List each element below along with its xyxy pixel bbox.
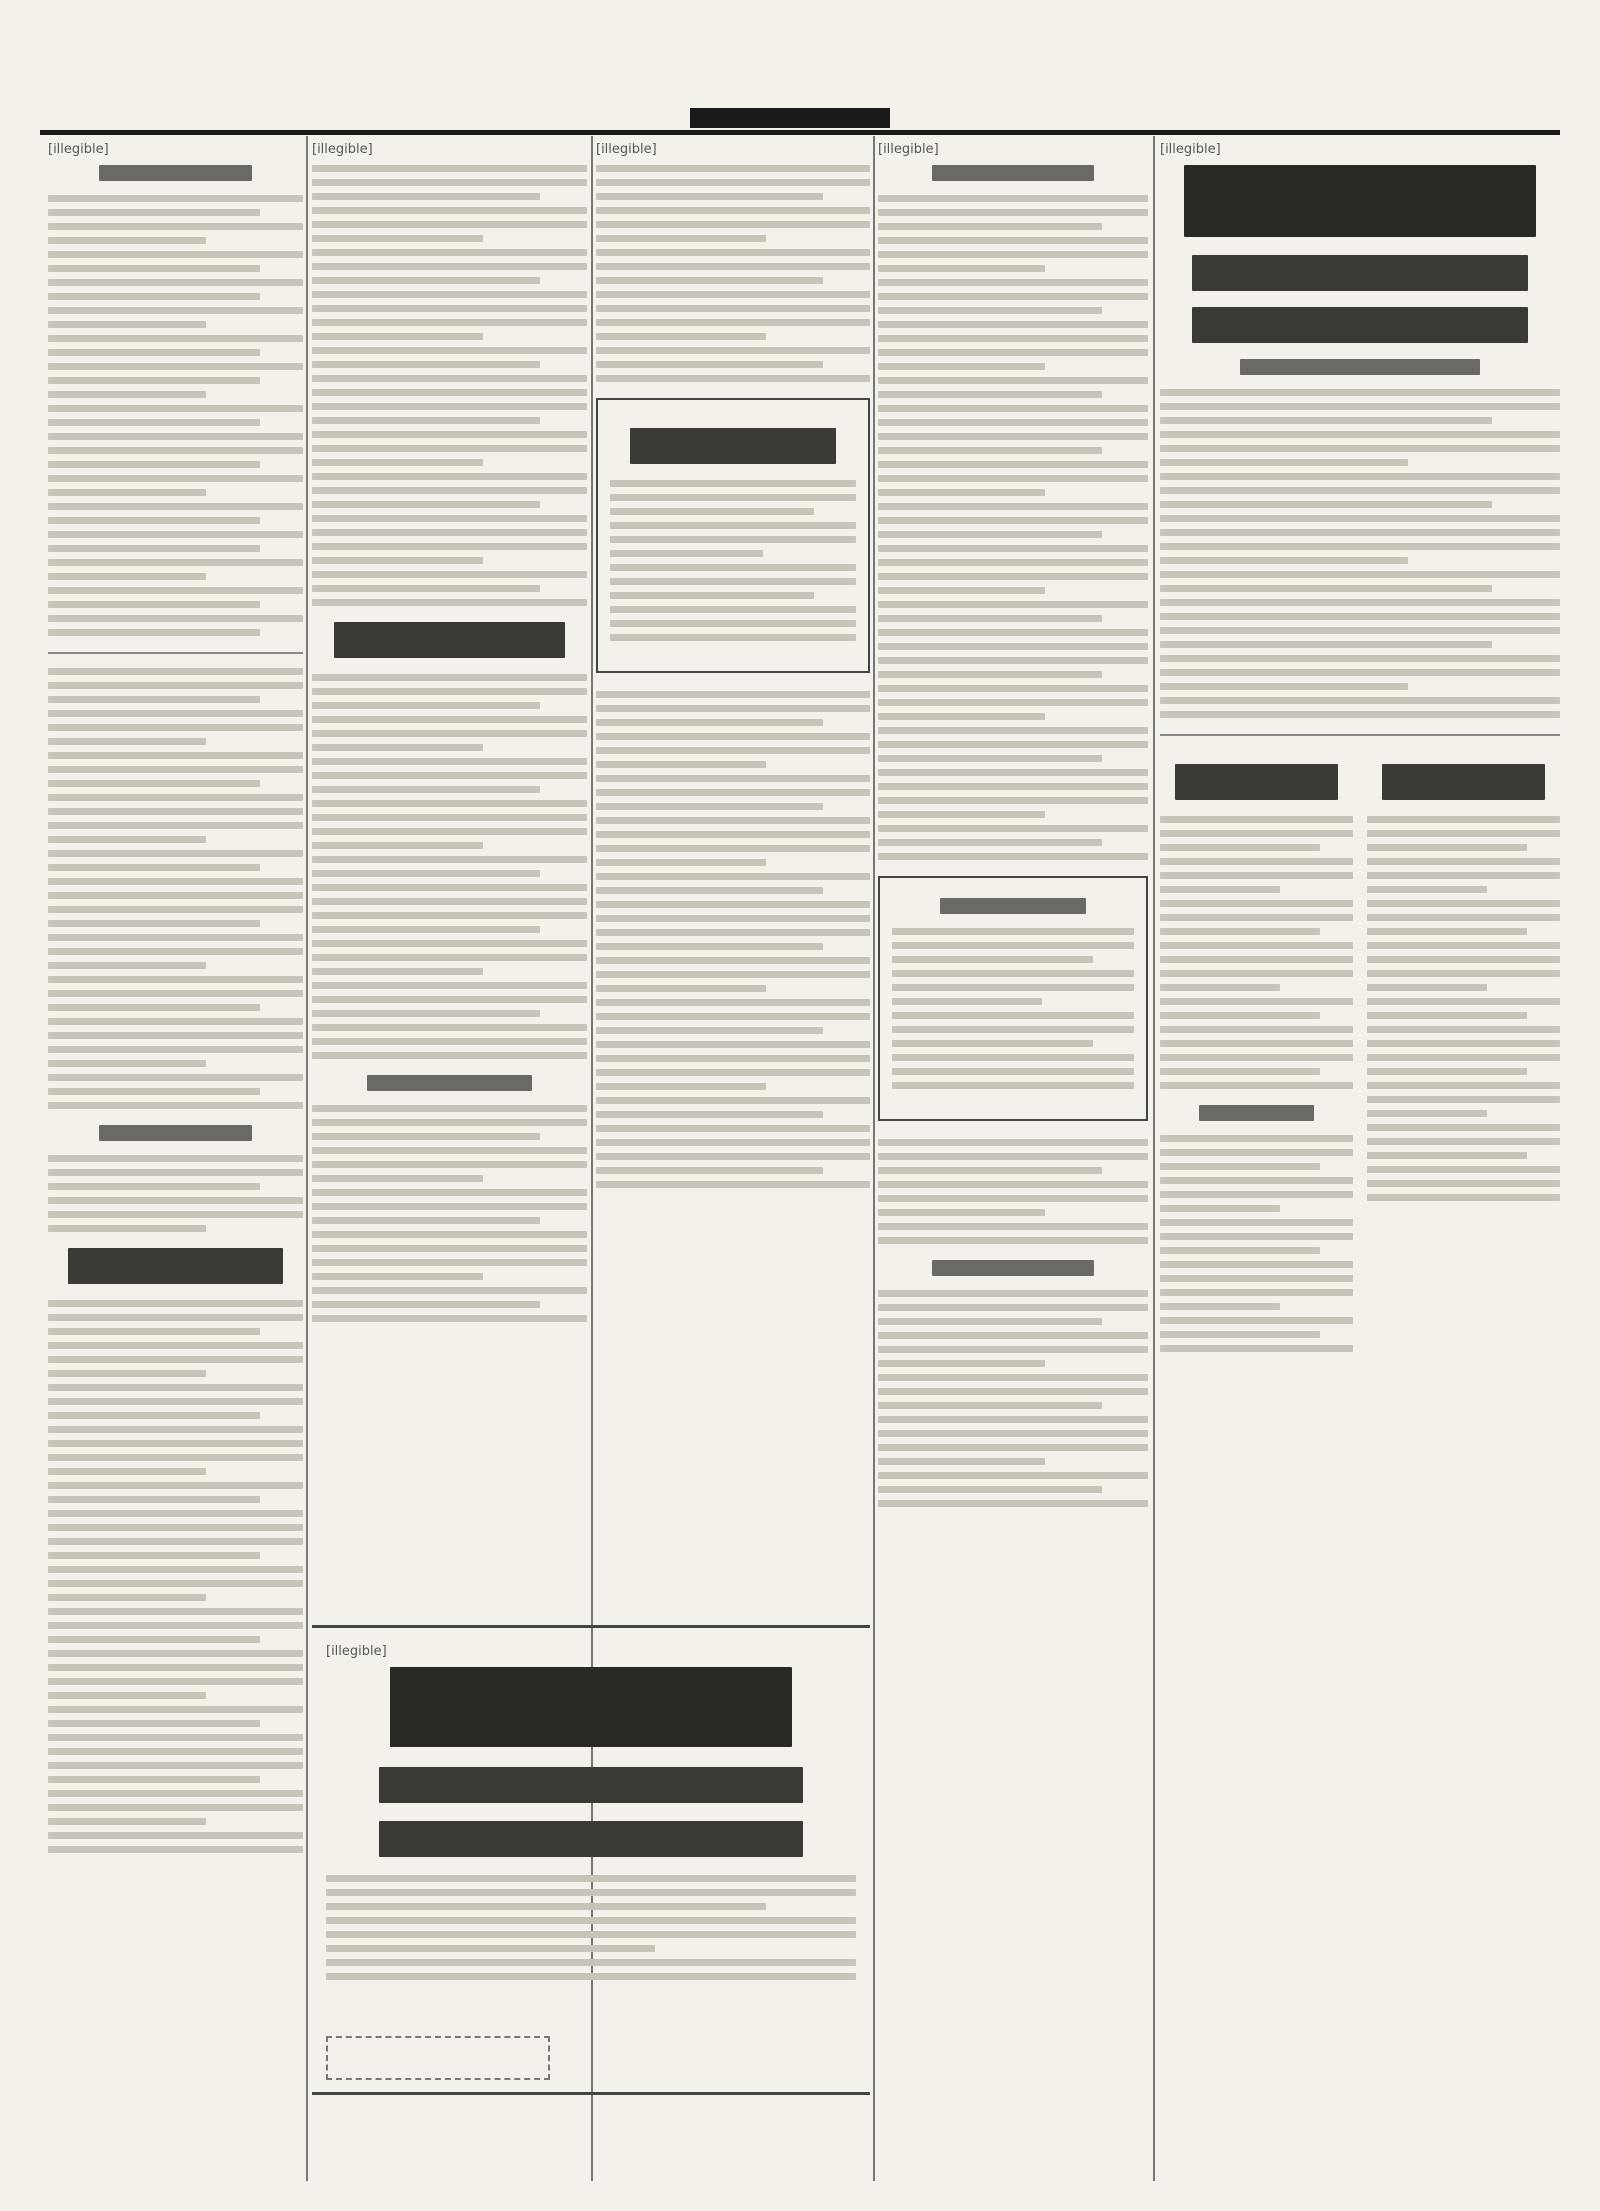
column-1-article xyxy=(48,668,303,1109)
column-2-subheading xyxy=(367,1075,532,1091)
column-4-article xyxy=(878,195,1148,860)
section-rule xyxy=(1160,734,1560,736)
advertisement-store-name xyxy=(379,1821,803,1857)
column-3-box-text xyxy=(610,480,856,641)
column-4-boxed-section xyxy=(878,876,1148,1121)
column-divider xyxy=(1153,136,1155,2181)
column-5-left-heading xyxy=(1175,764,1337,800)
column-4-box-heading xyxy=(940,898,1085,914)
column-3-label: [illegible] xyxy=(596,142,657,157)
section-rule xyxy=(48,652,303,654)
column-3-boxed-section xyxy=(596,398,870,673)
column-2-article xyxy=(312,165,587,606)
column-4 xyxy=(878,142,1148,2181)
advertisement-subheadline xyxy=(379,1767,803,1803)
column-4-label: [illegible] xyxy=(878,142,939,157)
column-4-heading xyxy=(932,165,1094,181)
column-divider xyxy=(306,136,308,2181)
column-5-left xyxy=(1160,750,1353,1368)
column-5-article xyxy=(1160,389,1560,718)
advertisement-label: [illegible] xyxy=(326,1644,387,1659)
column-3-article-2 xyxy=(596,691,870,1188)
headline-tertiary xyxy=(1192,307,1528,343)
column-1 xyxy=(48,142,303,2181)
column-1-label: [illegible] xyxy=(48,142,109,157)
column-5-right xyxy=(1367,750,1560,1368)
column-1-poem xyxy=(48,195,303,636)
column-3-article xyxy=(596,165,870,382)
column-3 xyxy=(596,142,870,1591)
column-1-subheading xyxy=(99,1125,252,1141)
advertisement-headline xyxy=(390,1667,793,1747)
column-1-article-3 xyxy=(48,1300,303,1853)
column-5-split xyxy=(1160,750,1560,1368)
headline-main xyxy=(1184,165,1536,237)
column-5 xyxy=(1160,142,1560,2181)
column-5-right-text xyxy=(1367,816,1560,1201)
column-5-left-subheading xyxy=(1199,1105,1315,1121)
column-4-article-2 xyxy=(878,1139,1148,1244)
column-5-left-text xyxy=(1160,816,1353,1089)
column-4-subheading xyxy=(932,1260,1094,1276)
column-5-label: [illegible] xyxy=(1160,142,1221,157)
column-2-article-3 xyxy=(312,1105,587,1322)
column-2-label: [illegible] xyxy=(312,142,373,157)
column-divider xyxy=(873,136,875,2181)
advertisement-stamp xyxy=(326,2036,550,2080)
newspaper-masthead-title xyxy=(690,108,890,128)
column-4-article-3 xyxy=(878,1290,1148,1507)
headline-deck xyxy=(1240,359,1480,375)
column-2-article-2 xyxy=(312,674,587,1059)
headline-secondary xyxy=(1192,255,1528,291)
column-1-article-2 xyxy=(48,1155,303,1232)
column-5-right-heading xyxy=(1382,764,1544,800)
column-5-left-text-2 xyxy=(1160,1135,1353,1352)
advertisement-block xyxy=(312,1625,870,2095)
column-2-section-heading xyxy=(334,622,565,658)
column-1-heading xyxy=(99,165,252,181)
column-2 xyxy=(312,142,587,1591)
column-1-section-heading xyxy=(68,1248,282,1284)
advertisement-text xyxy=(326,1875,856,1980)
column-3-box-heading xyxy=(630,428,837,464)
column-4-box-text xyxy=(892,928,1134,1089)
